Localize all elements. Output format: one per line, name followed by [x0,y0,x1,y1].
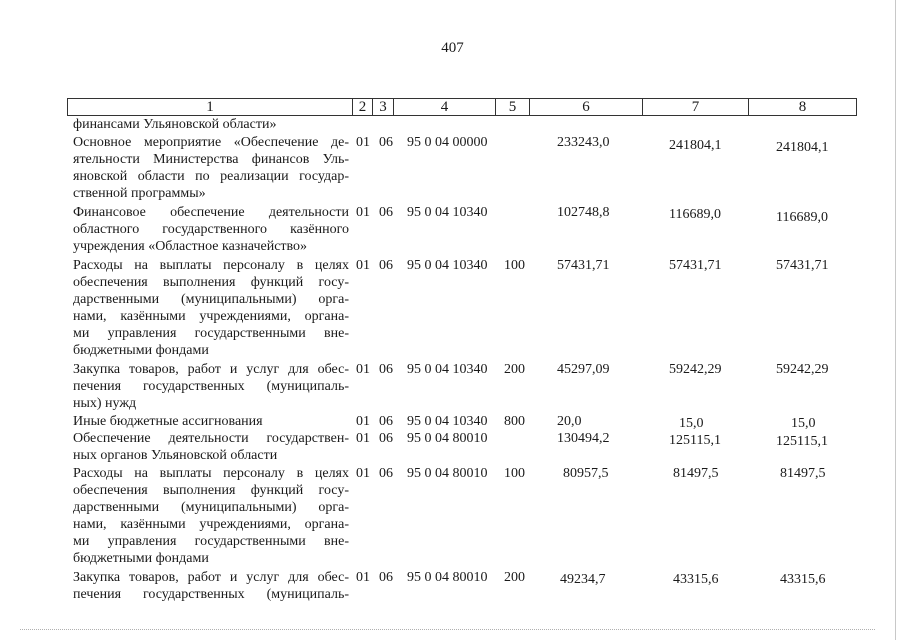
page-number: 407 [441,40,464,56]
cell-col-4: 95 0 04 10340 [407,258,488,273]
cell-col-3: 06 [379,466,393,481]
cell-col-6: 49234,7 [560,572,606,587]
row-description [73,134,349,202]
cell-col-6: 20,0 [557,414,582,429]
cell-col-8: 116689,0 [776,210,828,225]
row-description [73,204,349,255]
cell-col-2: 01 [356,205,370,220]
cell-col-2: 01 [356,258,370,273]
header-col-3: 3 [373,99,394,115]
description-line: ственной программы» [73,186,206,201]
cell-col-3: 06 [379,205,393,220]
cell-col-5: 100 [504,466,525,481]
cell-col-3: 06 [379,362,393,377]
cell-col-8: 81497,5 [780,466,826,481]
cell-col-8: 125115,1 [776,434,828,449]
cell-col-2: 01 [356,570,370,585]
row-description [73,413,349,430]
cell-col-3: 06 [379,258,393,273]
description-line: дарственными (муниципальными) орга- [73,500,349,515]
cell-col-6: 130494,2 [557,431,610,446]
description-line: бюджетными фондами [73,551,209,566]
cell-col-5: 800 [504,414,525,429]
cell-col-2: 01 [356,135,370,150]
cell-col-3: 06 [379,414,393,429]
page-edge-rule [895,0,896,640]
cell-col-6: 80957,5 [563,466,609,481]
description-line: Финансовое обеспечение деятельности [73,205,349,220]
header-col-6: 6 [530,99,643,115]
row-description [73,116,349,133]
header-col-4: 4 [394,99,496,115]
cell-col-2: 01 [356,414,370,429]
description-line: обеспечения выполнения функций госу- [73,275,349,290]
cell-col-4: 95 0 04 80010 [407,431,488,446]
description-line: Основное мероприятие «Обеспечение де- [73,135,349,150]
description-line: учреждения «Областное казначейство» [73,239,308,254]
cell-col-6: 233243,0 [557,135,610,150]
cell-col-7: 241804,1 [669,138,722,153]
description-line: областного государственного казённого [73,222,349,237]
description-line: Обеспечение деятельности государствен- [73,431,349,446]
cell-col-5: 200 [504,362,525,377]
cell-col-2: 01 [356,431,370,446]
cell-col-4: 95 0 04 10340 [407,414,488,429]
cell-col-8: 43315,6 [780,572,826,587]
description-line: нами, казёнными учреждениями, органа- [73,517,349,532]
header-col-7: 7 [643,99,749,115]
cell-col-4: 95 0 04 10340 [407,362,488,377]
cell-col-7: 43315,6 [673,572,719,587]
description-line: печения государственных (муниципаль- [73,379,349,394]
cell-col-3: 06 [379,570,393,585]
cell-col-8: 241804,1 [776,140,829,155]
cell-col-4: 95 0 04 00000 [407,135,488,150]
cell-col-3: 06 [379,135,393,150]
bottom-dotted-rule [20,629,875,630]
description-line: Иные бюджетные ассигнования [73,414,263,429]
description-line: Расходы на выплаты персоналу в целях [73,466,349,481]
cell-col-7: 125115,1 [669,433,721,448]
description-line: дарственными (муниципальными) орга- [73,292,349,307]
description-line: финансами Ульяновской области» [73,117,277,132]
cell-col-2: 01 [356,466,370,481]
header-col-5: 5 [496,99,530,115]
header-col-1: 1 [68,99,353,115]
description-line: ми управления государственными вне- [73,326,349,341]
description-line: печения государственных (муниципаль- [73,587,349,602]
description-line: яновской области по реализации государ- [73,169,349,184]
cell-col-8: 59242,29 [776,362,829,377]
header-col-8: 8 [798,99,807,115]
description-line: Закупка товаров, работ и услуг для обес- [73,362,349,377]
cell-col-2: 01 [356,362,370,377]
cell-col-7: 81497,5 [673,466,719,481]
cell-col-7: 57431,71 [669,258,722,273]
cell-col-7: 116689,0 [669,207,721,222]
cell-col-6: 45297,09 [557,362,610,377]
description-line: бюджетными фондами [73,343,209,358]
header-col-2: 2 [353,99,373,115]
cell-col-7: 15,0 [679,416,704,431]
cell-col-6: 102748,8 [557,205,610,220]
description-line: ных органов Ульяновской области [73,448,278,463]
table-header [67,98,857,116]
cell-col-8: 57431,71 [776,258,829,273]
cell-col-4: 95 0 04 80010 [407,466,488,481]
description-line: нами, казёнными учреждениями, органа- [73,309,349,324]
description-line: ятельности Министерства финансов Уль- [73,152,349,167]
row-description [73,257,349,359]
description-line: ных) нужд [73,396,137,411]
description-line: Закупка товаров, работ и услуг для обес- [73,570,349,585]
row-description [73,569,349,603]
cell-col-3: 06 [379,431,393,446]
description-line: обеспечения выполнения функций госу- [73,483,349,498]
description-line: Расходы на выплаты персоналу в целях [73,258,349,273]
description-line: ми управления государственными вне- [73,534,349,549]
row-description [73,430,349,464]
cell-col-5: 200 [504,570,525,585]
cell-col-7: 59242,29 [669,362,722,377]
cell-col-4: 95 0 04 10340 [407,205,488,220]
row-description [73,361,349,412]
cell-col-8: 15,0 [791,416,816,431]
cell-col-4: 95 0 04 80010 [407,570,488,585]
cell-col-6: 57431,71 [557,258,610,273]
cell-col-5: 100 [504,258,525,273]
row-description [73,465,349,567]
